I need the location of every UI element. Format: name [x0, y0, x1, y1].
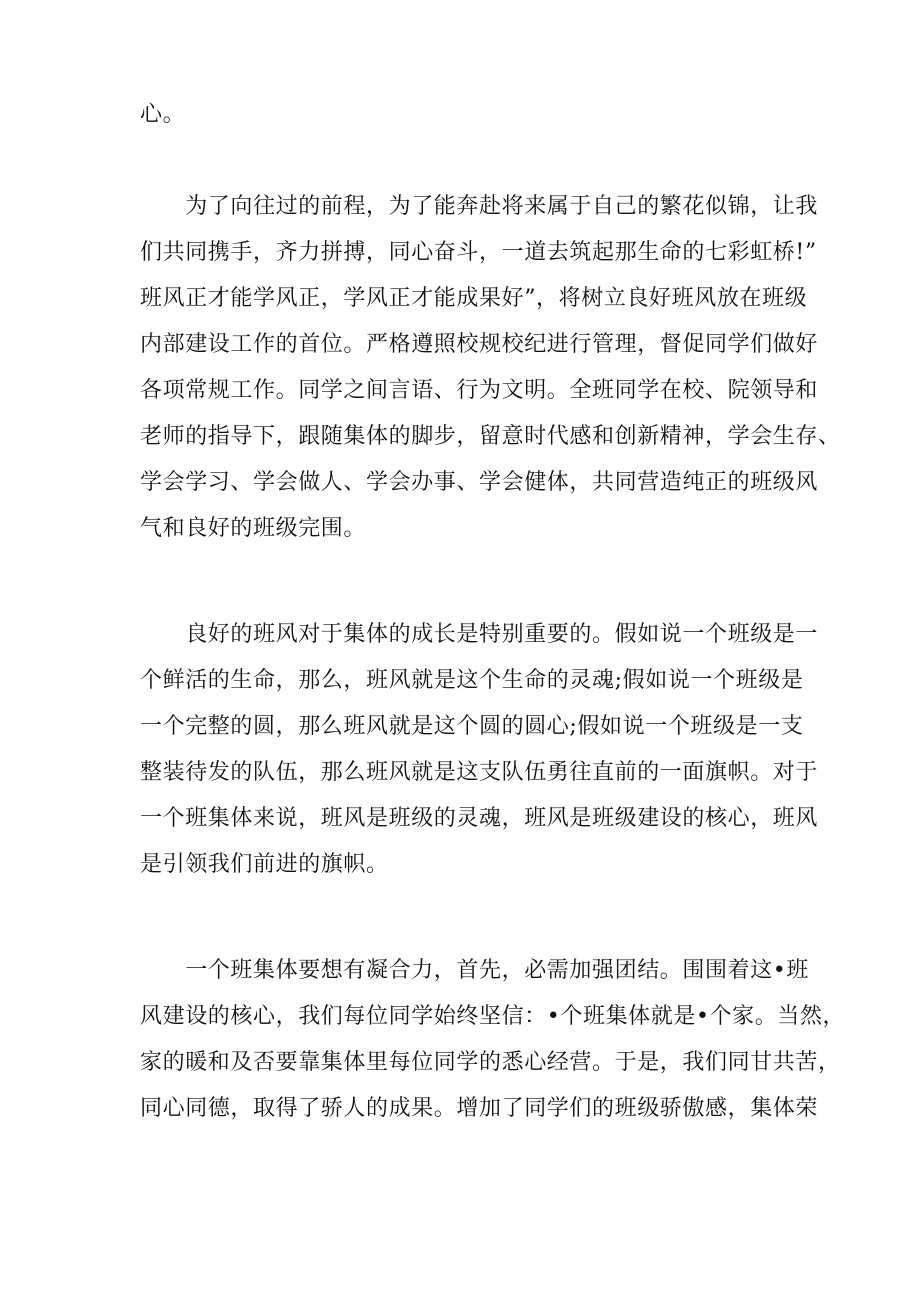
text-line: 一个班集体来说，班风是班级的灵魂，班风是班级建设的核心，班风 [140, 806, 819, 831]
text-line: 内部建设工作的首位。严格遵照校规校纪进行管理，督促同学们做好 [140, 332, 819, 357]
text-line: 家的暖和及否要靠集体里每位同学的悉心经营。于是，我们同甘共苦， [140, 1050, 841, 1075]
text-line: 整装待发的队伍，那么班风就是这支队伍勇往直前的一面旗帜。对于 [140, 760, 819, 785]
text-line: 气和良好的班级完围。 [140, 516, 367, 541]
text-line: 们共同携手，齐力拼搏，同心奋斗，一道去筑起那生命的七彩虹桥!” [140, 240, 817, 265]
paragraph-continuation [140, 92, 800, 138]
paragraph-class-style-priority [140, 184, 841, 552]
text-line: 各项常规工作。同学之间言语、行为文明。全班同学在校、院领导和 [140, 378, 819, 403]
text-line: 为了向往过的前程，为了能奔赴将来属于自己的繁花似锦，让我 [140, 194, 819, 219]
text-line: 老师的指导下，跟随集体的脚步，留意时代感和创新精神，学会生存、 [140, 424, 841, 449]
text-line: 是引领我们前进的旗帜。 [140, 852, 389, 877]
text-line: 学会学习、学会做人、学会办事、学会健体，共同营造纯正的班级风 [140, 470, 819, 495]
text-line: 心。 [140, 102, 186, 127]
text-line: 班风正才能学风正，学风正才能成果好”，将树立良好班风放在班级 [140, 286, 808, 311]
text-line: 风建设的核心，我们每位同学始终坚信：•个班集体就是•个家。当然， [140, 1004, 846, 1029]
text-line: 个鲜活的生命，那么，班风就是这个生命的灵魂;假如说一个班级是 [140, 668, 804, 693]
paragraph-unity [140, 948, 846, 1132]
text-line: 一个班集体要想有凝合力，首先，必需加强团结。围围着这•班 [140, 958, 809, 983]
text-line: 一个完整的圆，那么班风就是这个圆的圆心;假如说一个班级是一支 [140, 714, 804, 739]
text-line: 同心同德，取得了骄人的成果。增加了同学们的班级骄傲感，集体荣 [140, 1096, 819, 1121]
paragraph-class-style-importance [140, 612, 819, 888]
text-line: 良好的班风对于集体的成长是特别重要的。假如说一个班级是一 [140, 622, 819, 647]
